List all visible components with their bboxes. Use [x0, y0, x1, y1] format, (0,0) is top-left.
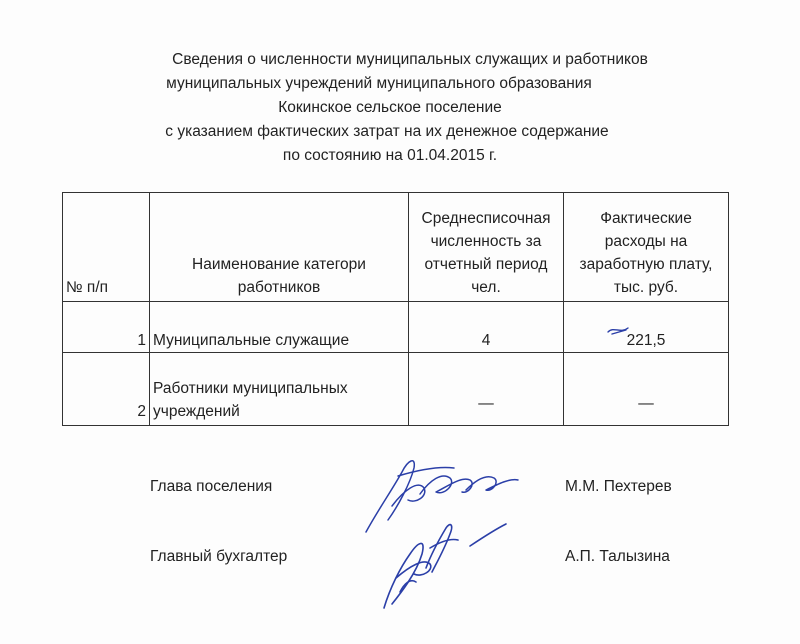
- staff-table: [62, 192, 729, 426]
- title-line-3: Кокинское сельское поселение: [278, 99, 502, 116]
- header-expenses: [564, 193, 729, 302]
- row-headcount: 4: [409, 302, 564, 353]
- header-headcount-line: чел.: [471, 279, 501, 296]
- row-number: 2: [63, 353, 150, 426]
- signer-role: Глава поселения: [150, 478, 273, 495]
- row-category-line: Работники муниципальных: [153, 380, 348, 397]
- header-expenses-line: Фактические: [600, 210, 692, 227]
- row-expenses: 221,5: [564, 302, 729, 353]
- header-category: [150, 193, 409, 302]
- header-expenses-line: заработную плату,: [579, 256, 713, 273]
- header-expenses-line: расходы на: [604, 233, 688, 250]
- header-headcount-line: отчетный период: [424, 256, 548, 273]
- signer-name: А.П. Талызина: [565, 548, 670, 565]
- handwritten-signature-accountant: [370, 508, 520, 618]
- row-number: 1: [63, 302, 150, 353]
- signer-role: Главный бухгалтер: [150, 548, 288, 565]
- header-category-line: работников: [237, 279, 321, 296]
- title-line-2: муниципальных учреждений муниципального образования: [166, 75, 592, 92]
- row-headcount-dash: —: [478, 395, 494, 412]
- row-expenses-dash: —: [638, 395, 654, 412]
- table-header-row: [63, 193, 729, 302]
- title-line-4: с указанием фактических затрат на их денежное содержание: [165, 123, 609, 140]
- header-headcount-line: численность за: [430, 233, 542, 250]
- header-expenses-line: тыс. руб.: [613, 279, 679, 296]
- row-headcount: [409, 353, 564, 426]
- signer-name: М.М. Пехтерев: [565, 478, 672, 495]
- header-number: № п/п: [63, 193, 150, 302]
- row-category: Муниципальные служащие: [150, 302, 409, 353]
- row-category-line: учреждений: [153, 403, 240, 420]
- document-title: [60, 48, 720, 168]
- title-line-1: Сведения о численности муниципальных служащих и работников: [172, 51, 648, 68]
- row-expenses: [564, 353, 729, 426]
- row-category: [150, 353, 409, 426]
- header-headcount-line: Среднесписочная: [421, 210, 551, 227]
- header-headcount: [409, 193, 564, 302]
- pen-mark-icon: [606, 322, 636, 338]
- title-line-5: по состоянию на 01.04.2015 г.: [282, 147, 498, 164]
- table-row: [63, 353, 729, 426]
- handwritten-signature-head: [358, 450, 528, 540]
- header-category-line: Наименование категори: [192, 256, 366, 273]
